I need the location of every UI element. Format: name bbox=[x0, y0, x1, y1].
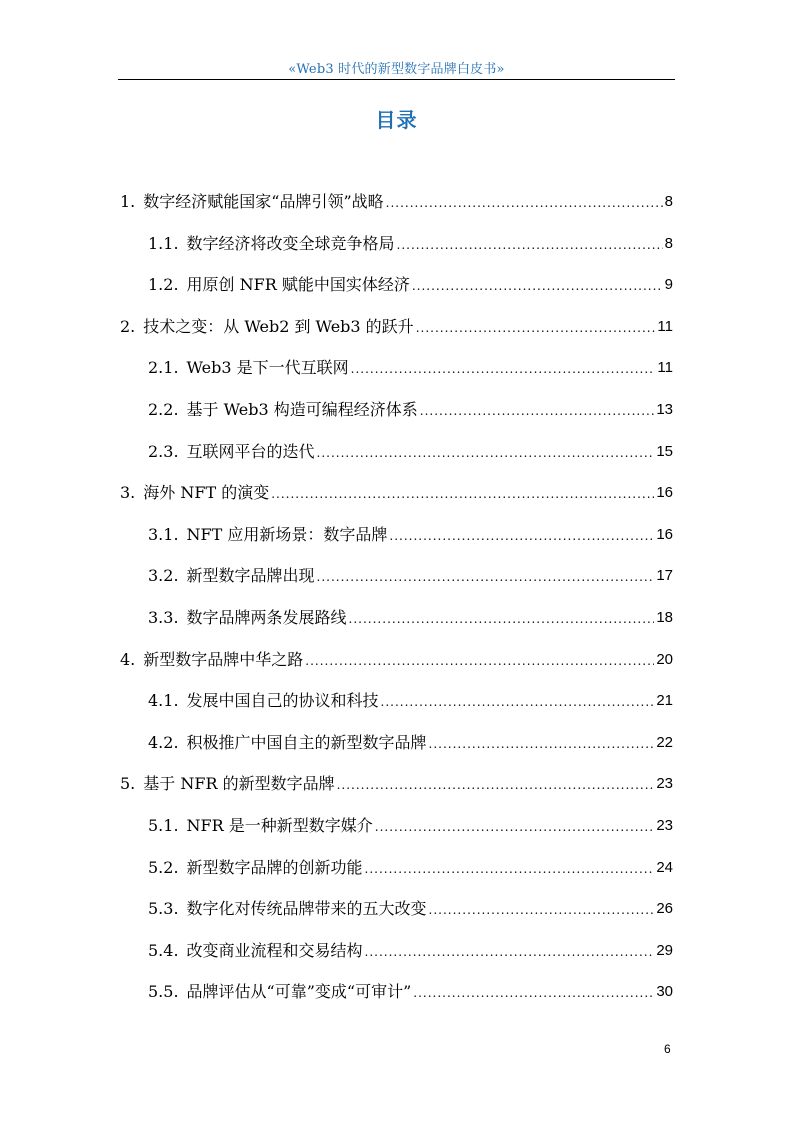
toc-dot-leader bbox=[386, 193, 663, 213]
toc-entry-text: 发展中国自己的协议和科技 bbox=[186, 691, 379, 711]
toc-entry-text: 改变商业流程和交易结构 bbox=[186, 940, 363, 960]
toc-dot-leader bbox=[429, 734, 655, 754]
toc-entry-page: 30 bbox=[656, 983, 673, 1001]
toc-entry-number: 1.2. bbox=[148, 275, 179, 295]
toc-entry-number: 5.4. bbox=[148, 940, 179, 960]
toc-entry-number: 3.3. bbox=[148, 608, 179, 627]
toc-entry[interactable] bbox=[148, 896, 673, 920]
toc-entry-text: 数字化对传统品牌带来的五大改变 bbox=[186, 899, 427, 919]
toc-entry[interactable] bbox=[120, 189, 673, 213]
toc-entry-text: 数字经济将改变全球竞争格局 bbox=[186, 233, 395, 253]
toc-entry-number: 4.1. bbox=[148, 691, 179, 711]
toc-entry[interactable] bbox=[120, 480, 673, 504]
toc-dot-leader bbox=[420, 401, 655, 421]
toc-entry[interactable] bbox=[148, 979, 673, 1003]
page-number: 6 bbox=[664, 1042, 671, 1056]
toc-entry[interactable] bbox=[148, 272, 673, 296]
toc-dot-leader bbox=[412, 276, 663, 296]
toc-entry-text: 新型数字品牌出现 bbox=[186, 566, 315, 586]
toc-entry[interactable] bbox=[148, 938, 673, 962]
toc-dot-leader bbox=[375, 817, 655, 837]
toc-entry-text: NFR 是一种新型数字媒介 bbox=[186, 816, 373, 835]
toc-entry-number: 2.2. bbox=[148, 400, 179, 419]
toc-dot-leader bbox=[365, 942, 655, 962]
toc-entry-page: 17 bbox=[656, 567, 673, 585]
toc-entry-number: 3. bbox=[120, 483, 136, 503]
toc-dot-leader bbox=[416, 318, 656, 338]
toc-entry-text: NFT 应用新场景：数字品牌 bbox=[186, 524, 388, 544]
toc-entry-number: 1.1. bbox=[148, 233, 179, 253]
toc-entry-text: 数字经济赋能国家“品牌引领”战略 bbox=[143, 192, 384, 211]
toc-entry[interactable] bbox=[148, 730, 673, 754]
toc-entry-page: 9 bbox=[664, 276, 673, 294]
toc-entry-page: 18 bbox=[656, 609, 673, 626]
toc-entry-page: 13 bbox=[656, 401, 673, 418]
toc-entry-text: Web3 是下一代互联网 bbox=[186, 358, 349, 378]
toc-entry-page: 15 bbox=[656, 442, 673, 460]
toc-dot-leader bbox=[349, 609, 655, 629]
toc-entry-page: 24 bbox=[656, 858, 673, 876]
toc-entry[interactable] bbox=[148, 688, 673, 712]
toc-dot-leader bbox=[429, 900, 655, 920]
toc-entry[interactable] bbox=[148, 522, 673, 546]
toc-entry-page: 21 bbox=[656, 692, 673, 710]
toc-entry[interactable] bbox=[120, 771, 673, 795]
toc-entry-text: 海外 NFT 的演变 bbox=[143, 483, 270, 503]
header-divider bbox=[118, 79, 675, 80]
toc-dot-leader bbox=[351, 359, 656, 379]
toc-dot-leader bbox=[365, 859, 655, 879]
toc-entry[interactable] bbox=[120, 647, 673, 671]
toc-entry[interactable] bbox=[148, 439, 673, 463]
toc-dot-leader bbox=[271, 484, 654, 504]
toc-entry-text: 积极推广中国自主的新型数字品牌 bbox=[186, 732, 427, 752]
toc-dot-leader bbox=[305, 651, 654, 671]
toc-entry-number: 3.2. bbox=[148, 566, 179, 586]
toc-entry[interactable] bbox=[148, 855, 673, 879]
toc-entry-number: 5.3. bbox=[148, 899, 179, 919]
toc-entry-text: 基于 NFR 的新型数字品牌 bbox=[143, 774, 335, 794]
toc-title: 目录 bbox=[375, 108, 418, 132]
toc-entry-page: 20 bbox=[656, 650, 673, 668]
toc-entry-number: 1. bbox=[120, 192, 136, 211]
toc-entry[interactable] bbox=[148, 563, 673, 587]
toc-entry-page: 29 bbox=[656, 941, 673, 959]
toc-entry-page: 23 bbox=[656, 775, 673, 793]
toc-entry[interactable] bbox=[148, 355, 673, 379]
toc-entry-text: 品牌评估从“可靠”变成“可审计” bbox=[186, 982, 412, 1002]
toc-entry[interactable] bbox=[148, 813, 673, 837]
toc-entry-page: 8 bbox=[664, 193, 673, 210]
toc-dot-leader bbox=[381, 692, 655, 712]
toc-entry[interactable] bbox=[148, 605, 673, 629]
toc-entry-number: 5. bbox=[120, 774, 136, 794]
toc-entry[interactable] bbox=[148, 397, 673, 421]
toc-entry-page: 16 bbox=[656, 484, 673, 502]
toc-entry-text: 新型数字品牌中华之路 bbox=[143, 649, 304, 669]
toc-dot-leader bbox=[337, 775, 655, 795]
toc-entry-number: 2. bbox=[120, 316, 136, 336]
toc-entry-text: 技术之变：从 Web2 到 Web3 的跃升 bbox=[143, 316, 414, 336]
toc-entry-page: 22 bbox=[656, 733, 673, 751]
toc-entry-number: 2.1. bbox=[148, 358, 179, 378]
toc-entry[interactable] bbox=[120, 314, 673, 338]
toc-entry-text: 基于 Web3 构造可编程经济体系 bbox=[186, 400, 418, 419]
toc-dot-leader bbox=[317, 443, 655, 463]
toc-entry-page: 11 bbox=[657, 359, 673, 377]
toc-entry-page: 8 bbox=[664, 234, 673, 252]
toc-entry-number: 5.5. bbox=[148, 982, 179, 1002]
toc-entry-number: 5.1. bbox=[148, 816, 179, 835]
toc-dot-leader bbox=[413, 983, 654, 1003]
toc-entry-page: 26 bbox=[656, 900, 673, 918]
toc-entry-text: 新型数字品牌的创新功能 bbox=[186, 857, 363, 877]
toc-entry-number: 4.2. bbox=[148, 732, 179, 752]
toc-entry-text: 用原创 NFR 赋能中国实体经济 bbox=[186, 275, 410, 295]
toc-entry-number: 5.2. bbox=[148, 857, 179, 877]
toc-entry-page: 16 bbox=[656, 525, 673, 543]
toc-entry-number: 4. bbox=[120, 649, 136, 669]
toc-entry-number: 3.1. bbox=[148, 524, 179, 544]
toc-dot-leader bbox=[317, 567, 655, 587]
toc-entry-number: 2.3. bbox=[148, 441, 179, 461]
toc-dot-leader bbox=[389, 526, 654, 546]
toc-entry-page: 23 bbox=[656, 817, 673, 834]
toc-entry-text: 互联网平台的迭代 bbox=[186, 441, 315, 461]
toc-dot-leader bbox=[397, 235, 663, 255]
running-header-title: «Web3 时代的新型数字品牌白皮书» bbox=[288, 62, 505, 77]
toc-entry-page: 11 bbox=[657, 317, 673, 335]
toc-entry[interactable] bbox=[148, 231, 673, 255]
toc-entry-text: 数字品牌两条发展路线 bbox=[186, 608, 347, 627]
